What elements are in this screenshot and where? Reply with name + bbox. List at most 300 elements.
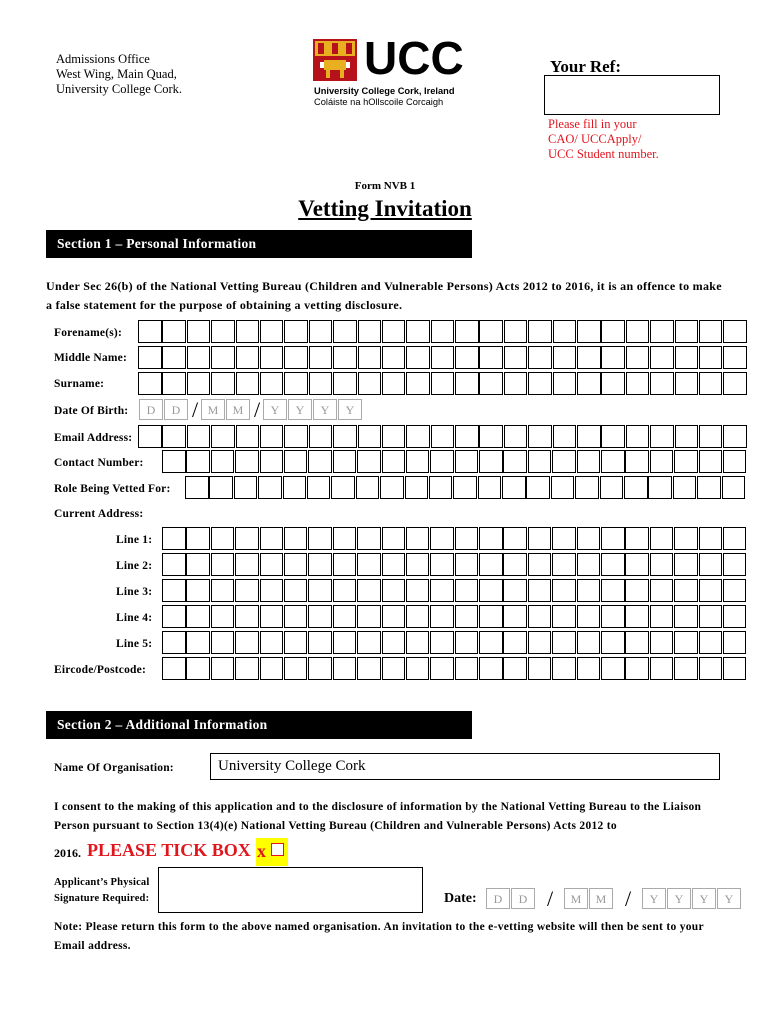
char-cell[interactable] [625,657,649,680]
char-cell[interactable] [674,605,698,628]
char-cell[interactable] [601,579,625,602]
char-cell[interactable] [503,527,527,550]
char-cell[interactable] [162,631,186,654]
char-cell[interactable] [309,425,333,448]
char-cell[interactable] [650,320,674,343]
char-cell[interactable] [211,372,235,395]
char-cell[interactable] [674,527,698,550]
char-cell[interactable] [235,605,259,628]
char-cell[interactable] [503,631,527,654]
char-cell[interactable] [406,450,430,473]
char-cell[interactable] [455,579,479,602]
char-cell[interactable] [431,346,455,369]
char-cell[interactable] [648,476,672,499]
address-line-1-field[interactable] [162,527,746,550]
char-cell[interactable] [430,450,454,473]
char-cell[interactable] [699,553,723,576]
char-cell[interactable] [186,450,210,473]
char-cell[interactable] [699,527,723,550]
char-cell[interactable] [601,605,625,628]
char-cell[interactable] [235,631,259,654]
char-cell[interactable] [406,605,430,628]
char-cell[interactable] [162,450,186,473]
char-cell[interactable] [429,476,453,499]
char-cell[interactable] [504,425,528,448]
char-cell[interactable] [553,320,577,343]
email-field[interactable] [138,425,747,448]
dob-day-cell[interactable]: D [164,399,188,420]
char-cell[interactable] [284,527,308,550]
char-cell[interactable] [308,579,332,602]
char-cell[interactable] [308,527,332,550]
char-cell[interactable] [479,605,503,628]
address-line-2-field[interactable] [162,553,746,576]
char-cell[interactable] [283,476,307,499]
char-cell[interactable] [455,425,479,448]
char-cell[interactable] [284,425,308,448]
char-cell[interactable] [626,320,650,343]
char-cell[interactable] [455,320,479,343]
char-cell[interactable] [211,605,235,628]
char-cell[interactable] [723,425,747,448]
char-cell[interactable] [209,476,233,499]
char-cell[interactable] [333,605,357,628]
char-cell[interactable] [479,579,503,602]
char-cell[interactable] [722,476,746,499]
char-cell[interactable] [236,372,260,395]
char-cell[interactable] [601,527,625,550]
char-cell[interactable] [138,372,162,395]
char-cell[interactable] [211,631,235,654]
char-cell[interactable] [308,631,332,654]
char-cell[interactable] [235,657,259,680]
char-cell[interactable] [504,320,528,343]
char-cell[interactable] [358,320,382,343]
char-cell[interactable] [284,372,308,395]
char-cell[interactable] [577,553,601,576]
char-cell[interactable] [673,476,697,499]
char-cell[interactable] [333,346,357,369]
char-cell[interactable] [601,631,625,654]
char-cell[interactable] [406,553,430,576]
char-cell[interactable] [552,605,576,628]
char-cell[interactable] [577,320,601,343]
char-cell[interactable] [430,631,454,654]
char-cell[interactable] [455,450,479,473]
char-cell[interactable] [260,631,284,654]
char-cell[interactable] [382,579,406,602]
char-cell[interactable] [260,425,284,448]
char-cell[interactable] [382,527,406,550]
char-cell[interactable] [211,425,235,448]
char-cell[interactable] [552,631,576,654]
char-cell[interactable] [333,657,357,680]
char-cell[interactable] [528,425,552,448]
organisation-field[interactable]: University College Cork [210,753,720,780]
char-cell[interactable] [406,657,430,680]
char-cell[interactable] [528,631,552,654]
char-cell[interactable] [699,320,723,343]
char-cell[interactable] [406,372,430,395]
char-cell[interactable] [406,527,430,550]
char-cell[interactable] [357,579,381,602]
char-cell[interactable] [674,553,698,576]
char-cell[interactable] [162,579,186,602]
char-cell[interactable] [358,346,382,369]
char-cell[interactable] [357,553,381,576]
signature-field[interactable] [158,867,423,913]
char-cell[interactable] [430,553,454,576]
char-cell[interactable] [162,425,186,448]
char-cell[interactable] [625,450,649,473]
char-cell[interactable] [162,372,186,395]
char-cell[interactable] [211,553,235,576]
char-cell[interactable] [650,657,674,680]
char-cell[interactable] [479,657,503,680]
char-cell[interactable] [625,605,649,628]
char-cell[interactable] [577,605,601,628]
char-cell[interactable] [601,372,625,395]
char-cell[interactable] [357,657,381,680]
char-cell[interactable] [138,425,162,448]
address-line-5-field[interactable] [162,631,746,654]
char-cell[interactable] [333,631,357,654]
char-cell[interactable] [528,605,552,628]
char-cell[interactable] [528,320,552,343]
char-cell[interactable] [185,476,209,499]
char-cell[interactable] [187,425,211,448]
char-cell[interactable] [675,425,699,448]
char-cell[interactable] [162,657,186,680]
char-cell[interactable] [331,476,355,499]
date-day-cell[interactable]: D [486,888,510,909]
char-cell[interactable] [138,320,162,343]
char-cell[interactable] [333,579,357,602]
char-cell[interactable] [186,527,210,550]
signature-date-field[interactable] [486,885,742,911]
char-cell[interactable] [577,425,601,448]
char-cell[interactable] [430,527,454,550]
date-year-cell[interactable]: Y [692,888,716,909]
char-cell[interactable] [526,476,550,499]
char-cell[interactable] [699,605,723,628]
char-cell[interactable] [504,372,528,395]
char-cell[interactable] [528,657,552,680]
char-cell[interactable] [650,631,674,654]
char-cell[interactable] [600,476,624,499]
char-cell[interactable] [723,527,747,550]
char-cell[interactable] [674,631,698,654]
char-cell[interactable] [382,450,406,473]
char-cell[interactable] [405,476,429,499]
char-cell[interactable] [601,657,625,680]
char-cell[interactable] [699,346,723,369]
char-cell[interactable] [455,605,479,628]
dob-year-cell[interactable]: Y [288,399,312,420]
char-cell[interactable] [723,579,747,602]
dob-month-cell[interactable]: M [226,399,250,420]
char-cell[interactable] [675,372,699,395]
char-cell[interactable] [625,579,649,602]
char-cell[interactable] [601,425,625,448]
surname-field[interactable] [138,372,747,395]
char-cell[interactable] [406,346,430,369]
char-cell[interactable] [308,553,332,576]
char-cell[interactable] [260,346,284,369]
char-cell[interactable] [601,450,625,473]
char-cell[interactable] [333,425,357,448]
address-line-4-field[interactable] [162,605,746,628]
char-cell[interactable] [699,657,723,680]
char-cell[interactable] [186,579,210,602]
char-cell[interactable] [455,346,479,369]
char-cell[interactable] [380,476,404,499]
char-cell[interactable] [186,631,210,654]
char-cell[interactable] [260,657,284,680]
char-cell[interactable] [430,579,454,602]
consent-checkbox[interactable] [271,843,284,856]
char-cell[interactable] [260,605,284,628]
date-year-cell[interactable]: Y [667,888,691,909]
char-cell[interactable] [382,605,406,628]
char-cell[interactable] [601,346,625,369]
char-cell[interactable] [235,450,259,473]
char-cell[interactable] [528,450,552,473]
char-cell[interactable] [235,527,259,550]
eircode-field[interactable] [162,657,746,680]
char-cell[interactable] [284,553,308,576]
char-cell[interactable] [453,476,477,499]
middle-name-field[interactable] [138,346,747,369]
char-cell[interactable] [260,372,284,395]
char-cell[interactable] [528,527,552,550]
char-cell[interactable] [674,657,698,680]
char-cell[interactable] [601,320,625,343]
char-cell[interactable] [552,579,576,602]
char-cell[interactable] [284,450,308,473]
char-cell[interactable] [235,553,259,576]
char-cell[interactable] [162,553,186,576]
char-cell[interactable] [577,657,601,680]
char-cell[interactable] [697,476,721,499]
char-cell[interactable] [187,320,211,343]
char-cell[interactable] [162,527,186,550]
char-cell[interactable] [551,476,575,499]
char-cell[interactable] [309,320,333,343]
char-cell[interactable] [211,320,235,343]
char-cell[interactable] [528,553,552,576]
contact-number-field[interactable] [162,450,746,473]
char-cell[interactable] [187,372,211,395]
char-cell[interactable] [455,631,479,654]
char-cell[interactable] [455,372,479,395]
char-cell[interactable] [406,425,430,448]
char-cell[interactable] [552,657,576,680]
char-cell[interactable] [674,579,698,602]
char-cell[interactable] [431,320,455,343]
char-cell[interactable] [675,320,699,343]
char-cell[interactable] [625,553,649,576]
char-cell[interactable] [284,631,308,654]
char-cell[interactable] [358,425,382,448]
char-cell[interactable] [723,346,747,369]
char-cell[interactable] [502,476,526,499]
char-cell[interactable] [382,631,406,654]
date-year-cell[interactable]: Y [642,888,666,909]
char-cell[interactable] [260,553,284,576]
char-cell[interactable] [723,553,747,576]
char-cell[interactable] [455,553,479,576]
char-cell[interactable] [455,657,479,680]
char-cell[interactable] [309,346,333,369]
char-cell[interactable] [357,631,381,654]
char-cell[interactable] [186,553,210,576]
char-cell[interactable] [236,320,260,343]
dob-year-cell[interactable]: Y [338,399,362,420]
char-cell[interactable] [650,450,674,473]
char-cell[interactable] [479,527,503,550]
char-cell[interactable] [528,346,552,369]
char-cell[interactable] [504,346,528,369]
char-cell[interactable] [333,527,357,550]
dob-year-cell[interactable]: Y [313,399,337,420]
char-cell[interactable] [260,320,284,343]
char-cell[interactable] [479,631,503,654]
char-cell[interactable] [284,346,308,369]
char-cell[interactable] [577,450,601,473]
char-cell[interactable] [650,553,674,576]
char-cell[interactable] [234,476,258,499]
char-cell[interactable] [431,425,455,448]
char-cell[interactable] [478,476,502,499]
char-cell[interactable] [650,579,674,602]
char-cell[interactable] [577,346,601,369]
char-cell[interactable] [479,450,503,473]
char-cell[interactable] [503,450,527,473]
char-cell[interactable] [258,476,282,499]
char-cell[interactable] [382,346,406,369]
char-cell[interactable] [186,657,210,680]
char-cell[interactable] [699,372,723,395]
char-cell[interactable] [406,320,430,343]
char-cell[interactable] [236,346,260,369]
char-cell[interactable] [528,372,552,395]
char-cell[interactable] [307,476,331,499]
char-cell[interactable] [577,527,601,550]
char-cell[interactable] [309,372,333,395]
char-cell[interactable] [479,320,503,343]
char-cell[interactable] [260,579,284,602]
date-year-cell[interactable]: Y [717,888,741,909]
dob-month-cell[interactable]: M [201,399,225,420]
char-cell[interactable] [308,450,332,473]
char-cell[interactable] [211,579,235,602]
char-cell[interactable] [723,605,747,628]
char-cell[interactable] [650,346,674,369]
char-cell[interactable] [406,631,430,654]
char-cell[interactable] [358,372,382,395]
char-cell[interactable] [553,372,577,395]
char-cell[interactable] [675,346,699,369]
char-cell[interactable] [699,579,723,602]
char-cell[interactable] [723,450,747,473]
char-cell[interactable] [699,425,723,448]
char-cell[interactable] [382,320,406,343]
char-cell[interactable] [723,372,747,395]
address-line-3-field[interactable] [162,579,746,602]
char-cell[interactable] [577,372,601,395]
char-cell[interactable] [575,476,599,499]
date-month-cell[interactable]: M [589,888,613,909]
char-cell[interactable] [406,579,430,602]
char-cell[interactable] [308,657,332,680]
char-cell[interactable] [260,527,284,550]
char-cell[interactable] [284,579,308,602]
char-cell[interactable] [382,657,406,680]
char-cell[interactable] [528,579,552,602]
char-cell[interactable] [723,631,747,654]
char-cell[interactable] [235,579,259,602]
char-cell[interactable] [382,372,406,395]
char-cell[interactable] [553,425,577,448]
char-cell[interactable] [187,346,211,369]
char-cell[interactable] [577,579,601,602]
char-cell[interactable] [430,605,454,628]
char-cell[interactable] [455,527,479,550]
char-cell[interactable] [431,372,455,395]
date-day-cell[interactable]: D [511,888,535,909]
char-cell[interactable] [625,527,649,550]
char-cell[interactable] [552,553,576,576]
char-cell[interactable] [699,450,723,473]
char-cell[interactable] [333,372,357,395]
char-cell[interactable] [577,631,601,654]
char-cell[interactable] [162,346,186,369]
char-cell[interactable] [626,372,650,395]
char-cell[interactable] [186,605,210,628]
char-cell[interactable] [260,450,284,473]
char-cell[interactable] [284,605,308,628]
dob-day-cell[interactable]: D [139,399,163,420]
char-cell[interactable] [284,657,308,680]
char-cell[interactable] [357,527,381,550]
char-cell[interactable] [479,372,503,395]
char-cell[interactable] [650,527,674,550]
char-cell[interactable] [650,425,674,448]
dob-year-cell[interactable]: Y [263,399,287,420]
char-cell[interactable] [356,476,380,499]
char-cell[interactable] [626,425,650,448]
char-cell[interactable] [236,425,260,448]
forename-field[interactable] [138,320,747,343]
date-month-cell[interactable]: M [564,888,588,909]
char-cell[interactable] [723,657,747,680]
char-cell[interactable] [211,450,235,473]
char-cell[interactable] [138,346,162,369]
char-cell[interactable] [357,450,381,473]
char-cell[interactable] [211,346,235,369]
char-cell[interactable] [503,605,527,628]
char-cell[interactable] [333,553,357,576]
char-cell[interactable] [162,320,186,343]
char-cell[interactable] [650,605,674,628]
char-cell[interactable] [382,553,406,576]
char-cell[interactable] [624,476,648,499]
char-cell[interactable] [211,657,235,680]
char-cell[interactable] [553,346,577,369]
char-cell[interactable] [357,605,381,628]
char-cell[interactable] [479,553,503,576]
